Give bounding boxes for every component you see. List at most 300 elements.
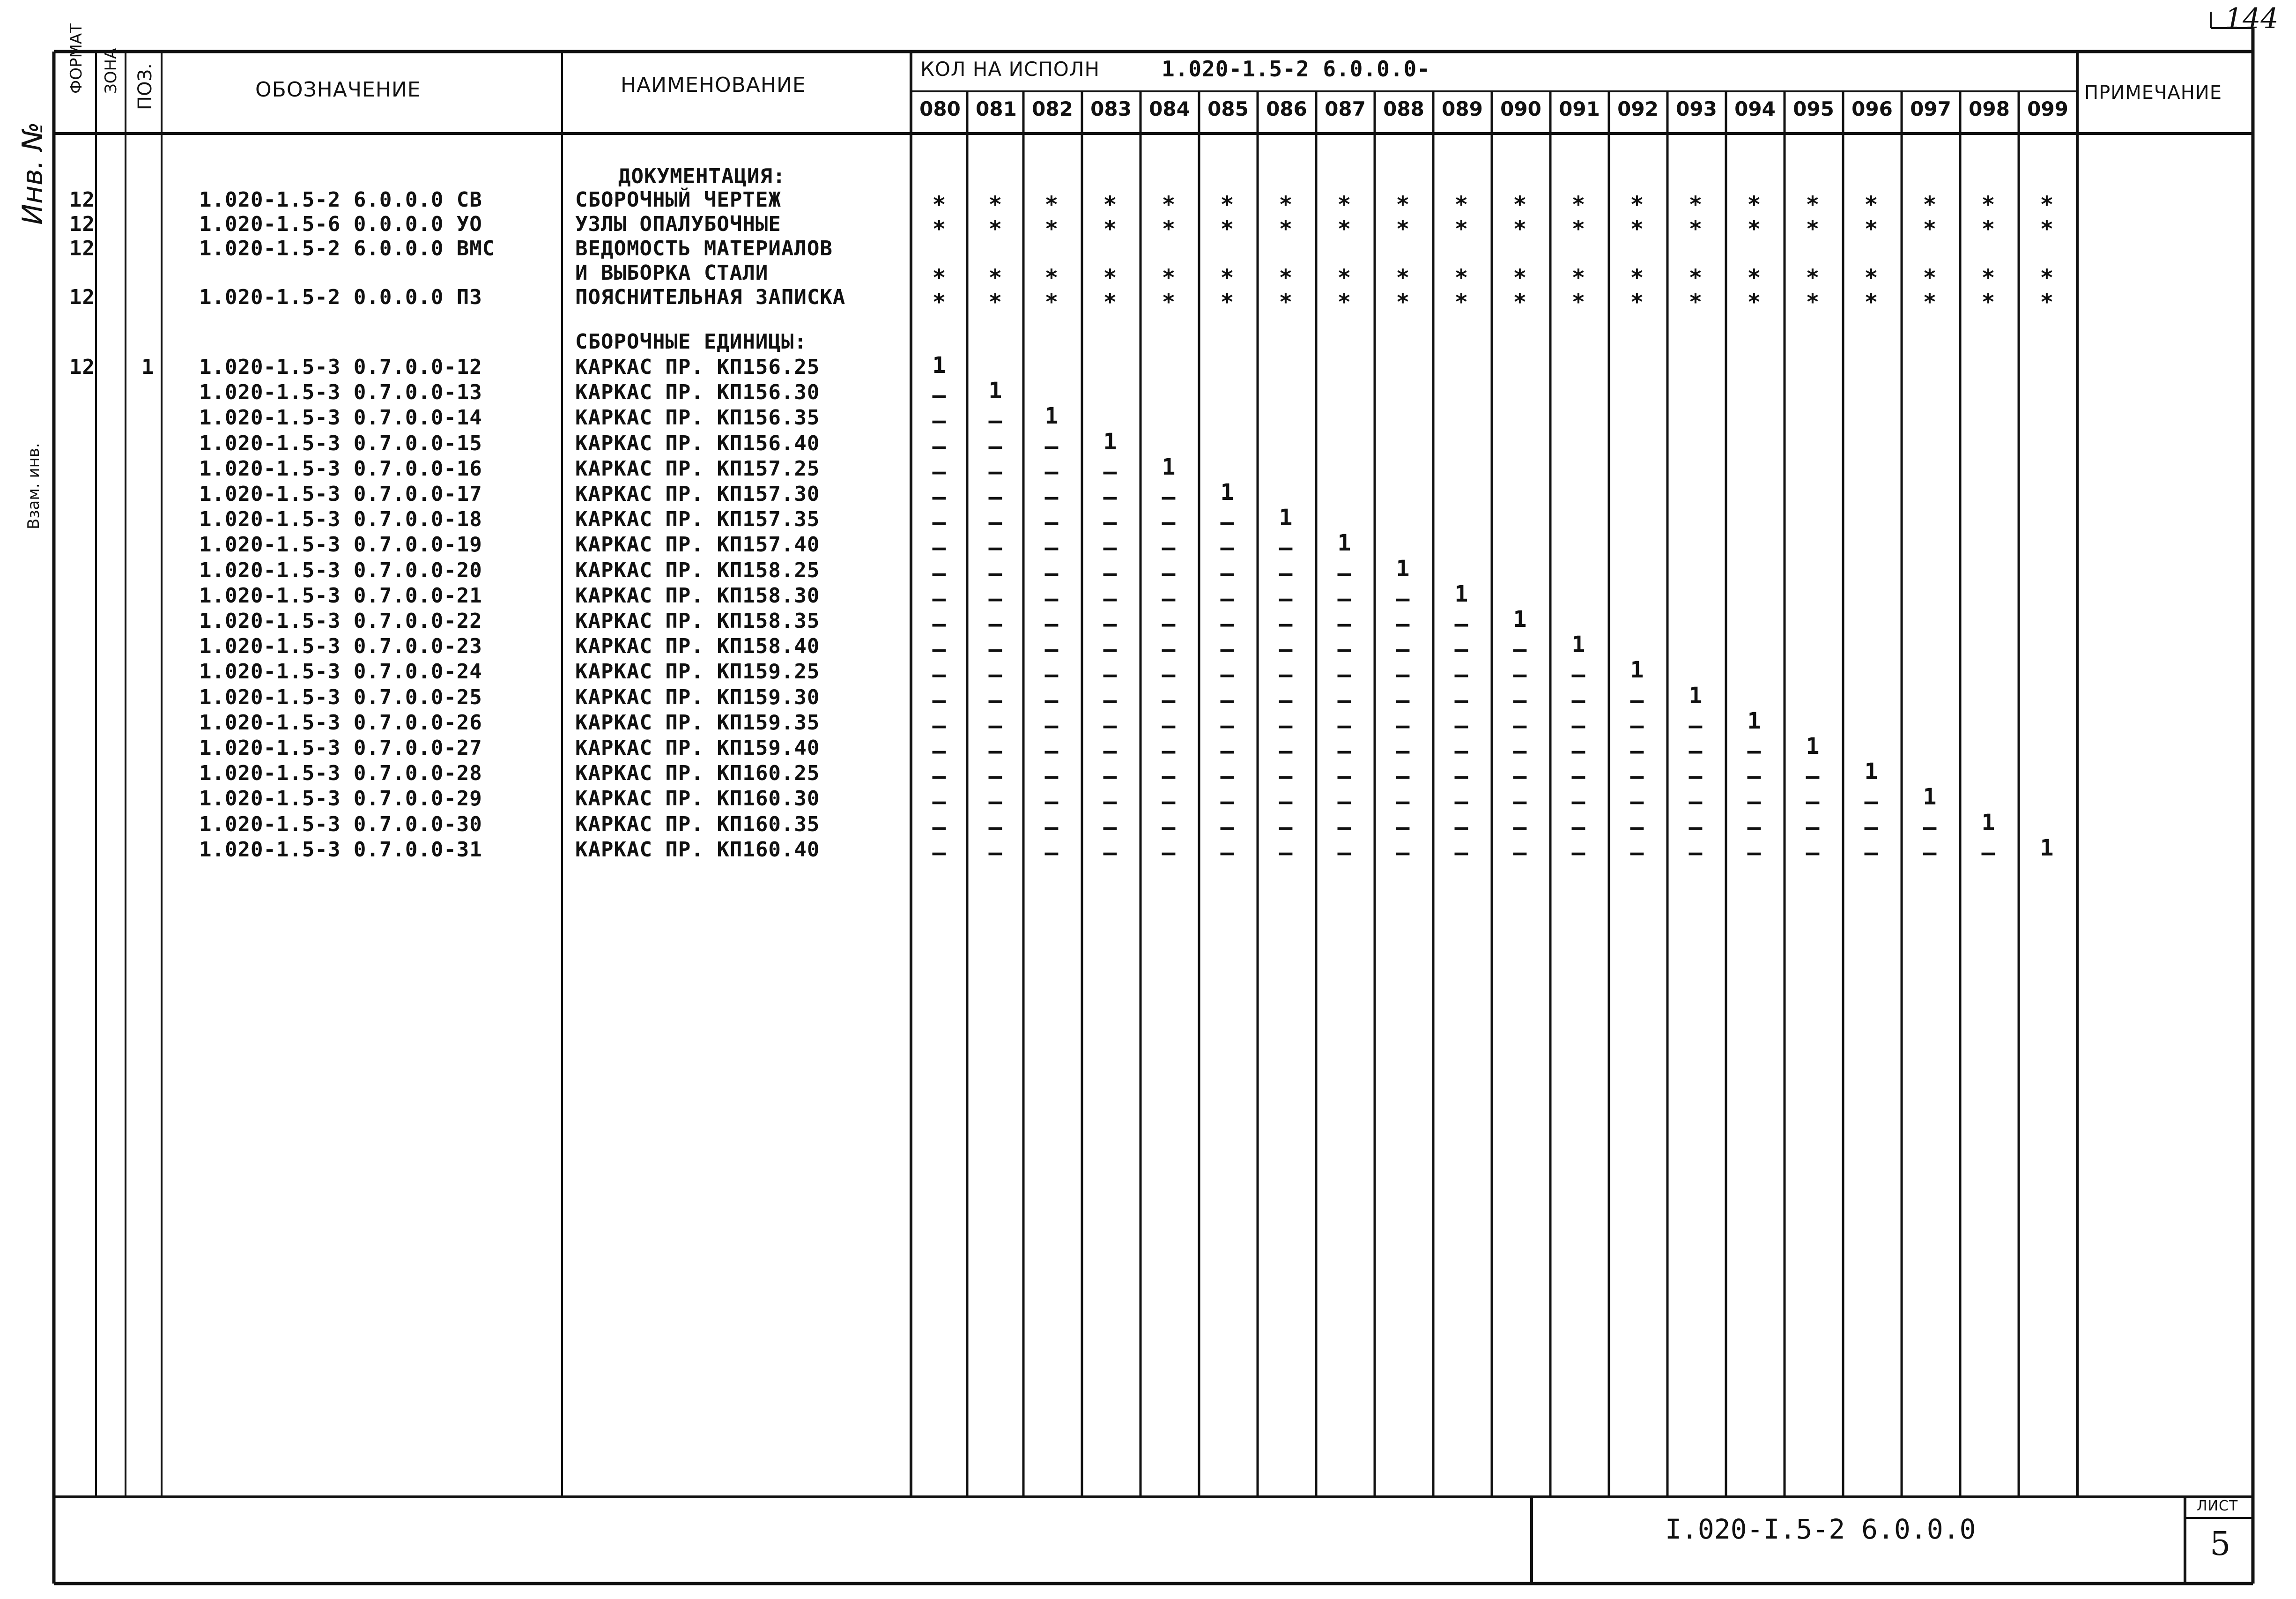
assembly-qty-one: 1: [1044, 403, 1059, 430]
doc-designation: 1.020-1.5-2 0.0.0.0 ПЗ: [199, 285, 482, 309]
assembly-qty-dash: —: [1162, 687, 1176, 714]
assemblies-first-format: 12: [69, 355, 95, 379]
doc-mark: *: [1454, 216, 1468, 242]
version-column-header: 086: [1266, 97, 1307, 120]
assembly-qty-dash: —: [932, 839, 946, 866]
assembly-qty-dash: —: [1162, 763, 1176, 790]
doc-mark: *: [1747, 265, 1761, 291]
assembly-designation: 1.020-1.5-3 0.7.0.0-20: [199, 558, 482, 582]
assembly-qty-dash: —: [1337, 636, 1351, 663]
doc-mark: *: [1044, 192, 1059, 218]
assembly-name: КАРКАС ПР. КП160.40: [575, 837, 820, 862]
assembly-designation: 1.020-1.5-3 0.7.0.0-19: [199, 533, 482, 557]
assembly-qty-dash: —: [1044, 636, 1059, 663]
assembly-qty-dash: —: [1103, 585, 1117, 612]
assembly-name: КАРКАС ПР. КП157.40: [575, 533, 820, 557]
assemblies-title: СБОРОЧНЫЕ ЕДИНИЦЫ:: [575, 330, 807, 354]
assembly-qty-dash: —: [1396, 763, 1410, 790]
assembly-qty-dash: —: [988, 509, 1002, 536]
assembly-qty-dash: —: [1103, 636, 1117, 663]
assembly-designation: 1.020-1.5-3 0.7.0.0-23: [199, 634, 482, 659]
assembly-qty-dash: —: [1923, 814, 1937, 840]
doc-mark: *: [1864, 289, 1878, 315]
assembly-name: КАРКАС ПР. КП156.35: [575, 406, 820, 430]
assembly-qty-dash: —: [1571, 687, 1585, 714]
doc-mark: *: [1162, 289, 1176, 315]
assembly-qty-one: 1: [1396, 555, 1410, 582]
assembly-qty-one: 1: [1689, 682, 1703, 709]
assembly-qty-dash: —: [1279, 585, 1293, 612]
assembly-qty-dash: —: [1571, 814, 1585, 840]
assembly-qty-dash: —: [1044, 662, 1059, 688]
assembly-qty-dash: —: [1103, 535, 1117, 561]
assembly-qty-dash: —: [1279, 535, 1293, 561]
assembly-qty-dash: —: [1337, 611, 1351, 637]
doc-mark: *: [1044, 289, 1059, 315]
assembly-name: КАРКАС ПР. КП158.25: [575, 558, 820, 582]
header-pos: ПОЗ.: [134, 63, 156, 110]
doc-format: 12: [69, 237, 95, 260]
doc-format: 12: [69, 285, 95, 309]
assembly-qty-dash: —: [1806, 763, 1820, 790]
assembly-qty-dash: —: [1864, 814, 1878, 840]
assembly-qty-dash: —: [1162, 611, 1176, 637]
assembly-qty-one: 1: [2040, 834, 2054, 861]
assembly-name: КАРКАС ПР. КП160.35: [575, 812, 820, 836]
stamp-sheet-number: 5: [2210, 1525, 2231, 1563]
assembly-qty-one: 1: [988, 378, 1002, 404]
assembly-qty-dash: —: [1162, 662, 1176, 688]
assembly-qty-dash: —: [988, 636, 1002, 663]
assembly-qty-dash: —: [1630, 687, 1644, 714]
doc-mark: *: [1923, 265, 1937, 291]
assembly-qty-dash: —: [1162, 535, 1176, 561]
assembly-qty-dash: —: [932, 687, 946, 714]
version-column-header: 090: [1500, 97, 1541, 120]
assembly-qty-dash: —: [1103, 839, 1117, 866]
assembly-designation: 1.020-1.5-3 0.7.0.0-21: [199, 583, 482, 608]
assembly-qty-dash: —: [1689, 839, 1703, 866]
assembly-designation: 1.020-1.5-3 0.7.0.0-17: [199, 482, 482, 506]
doc-mark: *: [1630, 289, 1644, 315]
doc-mark: *: [2040, 265, 2054, 291]
assembly-qty-dash: —: [1103, 560, 1117, 587]
header-designation: ОБОЗНАЧЕНИЕ: [255, 78, 421, 102]
doc-mark: *: [1571, 289, 1585, 315]
doc-mark: *: [1981, 216, 1995, 242]
assembly-qty-one: 1: [1103, 428, 1117, 455]
assembly-qty-dash: —: [1454, 839, 1468, 866]
doc-mark: *: [1630, 192, 1644, 218]
doc-mark: *: [1279, 289, 1293, 315]
assembly-qty-one: 1: [1747, 707, 1761, 734]
header-qty-label: КОЛ НА ИСПОЛН: [920, 58, 1100, 81]
assembly-qty-one: 1: [1220, 479, 1234, 506]
header-note: ПРИМЕЧАНИЕ: [2084, 82, 2222, 104]
doc-mark: *: [1571, 265, 1585, 291]
assembly-qty-dash: —: [988, 433, 1002, 460]
assembly-name: КАРКАС ПР. КП159.35: [575, 710, 820, 735]
assembly-qty-dash: —: [1220, 560, 1234, 587]
assembly-qty-dash: —: [1044, 788, 1059, 815]
assembly-qty-dash: —: [1279, 839, 1293, 866]
doc-mark: *: [1279, 192, 1293, 218]
doc-mark: *: [1923, 216, 1937, 242]
assembly-qty-dash: —: [1571, 763, 1585, 790]
assembly-qty-dash: —: [1103, 687, 1117, 714]
assembly-qty-dash: —: [1454, 611, 1468, 637]
assembly-qty-one: 1: [1454, 580, 1468, 607]
assembly-qty-dash: —: [1630, 814, 1644, 840]
assembly-designation: 1.020-1.5-3 0.7.0.0-24: [199, 660, 482, 684]
doc-mark: *: [1864, 216, 1878, 242]
assembly-qty-dash: —: [988, 839, 1002, 866]
assembly-qty-dash: —: [1630, 738, 1644, 764]
assembly-qty-dash: —: [1279, 636, 1293, 663]
version-column-header: 091: [1559, 97, 1600, 120]
doc-name: ВЕДОМОСТЬ МАТЕРИАЛОВ: [575, 237, 833, 260]
assembly-designation: 1.020-1.5-3 0.7.0.0-26: [199, 710, 482, 735]
doc-mark: *: [1044, 265, 1059, 291]
version-column-header: 089: [1442, 97, 1483, 120]
assembly-qty-dash: —: [932, 611, 946, 637]
page-number-handwritten: 144: [2225, 2, 2279, 35]
doc-mark: *: [1279, 265, 1293, 291]
assembly-qty-dash: —: [932, 560, 946, 587]
doc-mark: *: [1689, 265, 1703, 291]
doc-designation: 1.020-1.5-6 0.0.0.0 УО: [199, 212, 482, 236]
assembly-qty-dash: —: [1981, 839, 1995, 866]
assembly-qty-dash: —: [1220, 814, 1234, 840]
assembly-qty-dash: —: [1220, 763, 1234, 790]
assembly-qty-dash: —: [1044, 458, 1059, 485]
doc-mark: *: [1396, 265, 1410, 291]
assembly-qty-dash: —: [1747, 763, 1761, 790]
assembly-qty-dash: —: [1044, 611, 1059, 637]
doc-mark: *: [932, 216, 946, 242]
assembly-name: КАРКАС ПР. КП157.35: [575, 507, 820, 532]
assembly-qty-dash: —: [1103, 738, 1117, 764]
assembly-qty-dash: —: [1162, 484, 1176, 510]
assembly-qty-dash: —: [988, 484, 1002, 510]
assembly-qty-dash: —: [1396, 738, 1410, 764]
doc-mark: *: [1103, 265, 1117, 291]
doc-mark: *: [1337, 265, 1351, 291]
assembly-designation: 1.020-1.5-3 0.7.0.0-30: [199, 812, 482, 836]
assembly-qty-dash: —: [1044, 738, 1059, 764]
version-column-header: 096: [1852, 97, 1893, 120]
doc-mark: *: [1044, 216, 1059, 242]
assembly-qty-dash: —: [1220, 636, 1234, 663]
doc-mark: *: [1162, 192, 1176, 218]
assembly-qty-dash: —: [1513, 636, 1527, 663]
assembly-qty-dash: —: [1279, 788, 1293, 815]
assembly-name: КАРКАС ПР. КП160.25: [575, 761, 820, 786]
doc-mark: *: [1689, 289, 1703, 315]
assembly-name: КАРКАС ПР. КП157.30: [575, 482, 820, 506]
assembly-qty-dash: —: [1689, 712, 1703, 739]
version-column-header: 092: [1617, 97, 1659, 120]
doc-mark: *: [1454, 192, 1468, 218]
assembly-qty-dash: —: [1396, 611, 1410, 637]
assembly-qty-dash: —: [1337, 788, 1351, 815]
assembly-qty-one: 1: [1162, 454, 1176, 480]
assembly-qty-dash: —: [1103, 662, 1117, 688]
assembly-qty-one: 1: [1337, 530, 1351, 557]
assembly-qty-one: 1: [1630, 657, 1644, 684]
assembly-qty-dash: —: [1044, 712, 1059, 739]
doc-mark: *: [988, 192, 1002, 218]
assembly-qty-dash: —: [1396, 636, 1410, 663]
assembly-qty-dash: —: [1806, 788, 1820, 815]
doc-mark: *: [1454, 289, 1468, 315]
assembly-qty-dash: —: [1162, 585, 1176, 612]
assembly-qty-dash: —: [988, 738, 1002, 764]
assembly-designation: 1.020-1.5-3 0.7.0.0-28: [199, 761, 482, 786]
assembly-qty-dash: —: [1220, 611, 1234, 637]
assembly-qty-dash: —: [932, 662, 946, 688]
assembly-qty-dash: —: [1689, 763, 1703, 790]
assembly-qty-dash: —: [1279, 738, 1293, 764]
assembly-qty-dash: —: [1923, 839, 1937, 866]
doc-mark: *: [1864, 265, 1878, 291]
doc-designation: 1.020-1.5-2 6.0.0.0 ВМС: [199, 237, 496, 260]
doc-name: УЗЛЫ ОПАЛУБОЧНЫЕ: [575, 212, 781, 236]
assembly-qty-dash: —: [1454, 788, 1468, 815]
doc-mark: *: [988, 216, 1002, 242]
assembly-qty-dash: —: [932, 382, 946, 409]
assembly-qty-dash: —: [1689, 788, 1703, 815]
assembly-qty-dash: —: [988, 611, 1002, 637]
assembly-qty-dash: —: [988, 712, 1002, 739]
doc-mark: *: [1806, 289, 1820, 315]
doc-mark: *: [1747, 289, 1761, 315]
assembly-qty-dash: —: [1630, 788, 1644, 815]
assembly-qty-dash: —: [932, 814, 946, 840]
assembly-qty-dash: —: [988, 458, 1002, 485]
margin-replacement-text: Взам. инв.: [24, 443, 43, 529]
assembly-qty-dash: —: [988, 560, 1002, 587]
assembly-designation: 1.020-1.5-3 0.7.0.0-27: [199, 736, 482, 760]
assembly-qty-dash: —: [1279, 763, 1293, 790]
assembly-qty-dash: —: [932, 408, 946, 434]
assembly-qty-dash: —: [1337, 687, 1351, 714]
doc-mark: *: [1162, 265, 1176, 291]
doc-mark: *: [1162, 216, 1176, 242]
assembly-qty-dash: —: [1513, 839, 1527, 866]
stamp-sheet-label: ЛИСТ: [2197, 1498, 2238, 1514]
assembly-qty-dash: —: [1044, 484, 1059, 510]
assembly-designation: 1.020-1.5-3 0.7.0.0-29: [199, 787, 482, 811]
assembly-qty-dash: —: [1454, 763, 1468, 790]
assembly-name: КАРКАС ПР. КП159.40: [575, 736, 820, 760]
assembly-qty-dash: —: [1454, 814, 1468, 840]
version-column-header: 099: [2027, 97, 2068, 120]
assembly-qty-dash: —: [1044, 814, 1059, 840]
assembly-designation: 1.020-1.5-3 0.7.0.0-15: [199, 431, 482, 455]
assembly-qty-dash: —: [1630, 712, 1644, 739]
assembly-qty-dash: —: [988, 763, 1002, 790]
doc-mark: *: [2040, 192, 2054, 218]
assembly-qty-dash: —: [1162, 509, 1176, 536]
assembly-qty-dash: —: [1337, 662, 1351, 688]
doc-name: СБОРОЧНЫЙ ЧЕРТЕЖ: [575, 188, 781, 212]
assembly-qty-dash: —: [1103, 763, 1117, 790]
assembly-name: КАРКАС ПР. КП158.40: [575, 634, 820, 659]
assembly-qty-dash: —: [1747, 788, 1761, 815]
assembly-qty-dash: —: [1513, 712, 1527, 739]
doc-mark: *: [1806, 265, 1820, 291]
assembly-qty-dash: —: [932, 433, 946, 460]
assembly-qty-dash: —: [1103, 458, 1117, 485]
assembly-qty-dash: —: [988, 585, 1002, 612]
doc-format: 12: [69, 188, 95, 212]
doc-mark: *: [1806, 216, 1820, 242]
assembly-qty-dash: —: [1337, 763, 1351, 790]
assembly-qty-dash: —: [1162, 560, 1176, 587]
assembly-qty-dash: —: [1513, 687, 1527, 714]
assembly-qty-one: 1: [1571, 632, 1585, 658]
assembly-qty-dash: —: [1689, 738, 1703, 764]
assembly-qty-dash: —: [1279, 814, 1293, 840]
assembly-qty-dash: —: [1162, 738, 1176, 764]
assembly-qty-dash: —: [1279, 712, 1293, 739]
assembly-qty-dash: —: [1279, 560, 1293, 587]
assembly-qty-dash: —: [932, 535, 946, 561]
doc-mark: *: [1923, 192, 1937, 218]
version-column-header: 081: [976, 97, 1017, 120]
doc-format: 12: [69, 212, 95, 236]
doc-mark: *: [1103, 289, 1117, 315]
doc-mark: *: [1337, 289, 1351, 315]
doc-mark: *: [1630, 216, 1644, 242]
doc-mark: *: [1279, 216, 1293, 242]
doc-mark: *: [1981, 192, 1995, 218]
assembly-qty-dash: —: [1396, 814, 1410, 840]
doc-mark: *: [2040, 216, 2054, 242]
assembly-qty-dash: —: [1454, 636, 1468, 663]
header-name: НАИМЕНОВАНИЕ: [621, 73, 806, 97]
assembly-qty-dash: —: [988, 662, 1002, 688]
version-column-header: 080: [919, 97, 961, 120]
assembly-qty-dash: —: [1337, 738, 1351, 764]
assembly-qty-dash: —: [1044, 687, 1059, 714]
assembly-name: КАРКАС ПР. КП157.25: [575, 456, 820, 481]
assembly-qty-dash: —: [1396, 687, 1410, 714]
assembly-qty-dash: —: [1044, 560, 1059, 587]
assembly-qty-dash: —: [1103, 509, 1117, 536]
assembly-name: КАРКАС ПР. КП158.35: [575, 609, 820, 633]
assembly-qty-dash: —: [1220, 662, 1234, 688]
version-column-header: 097: [1910, 97, 1951, 120]
assembly-name: КАРКАС ПР. КП158.30: [575, 583, 820, 608]
assembly-qty-dash: —: [932, 458, 946, 485]
doc-mark: *: [2040, 289, 2054, 315]
assembly-qty-dash: —: [1044, 433, 1059, 460]
header-format: ФОРМАТ: [67, 23, 86, 94]
assembly-qty-dash: —: [1162, 814, 1176, 840]
assembly-designation: 1.020-1.5-3 0.7.0.0-18: [199, 507, 482, 532]
doc-mark: *: [1571, 192, 1585, 218]
assembly-qty-dash: —: [1337, 712, 1351, 739]
assembly-qty-dash: —: [1162, 636, 1176, 663]
assembly-qty-dash: —: [1220, 738, 1234, 764]
assembly-qty-dash: —: [1220, 585, 1234, 612]
assembly-qty-dash: —: [1337, 839, 1351, 866]
assembly-qty-dash: —: [1220, 712, 1234, 739]
assembly-qty-dash: —: [1162, 839, 1176, 866]
assembly-qty-dash: —: [1044, 585, 1059, 612]
assembly-qty-dash: —: [1571, 738, 1585, 764]
assembly-qty-dash: —: [1103, 611, 1117, 637]
assembly-qty-one: 1: [1923, 784, 1937, 811]
assembly-qty-dash: —: [1396, 662, 1410, 688]
assembly-qty-dash: —: [1337, 560, 1351, 587]
doc-mark: *: [1454, 265, 1468, 291]
doc-mark: *: [1513, 216, 1527, 242]
assembly-qty-one: 1: [1513, 606, 1527, 632]
assembly-qty-dash: —: [932, 636, 946, 663]
assembly-qty-dash: —: [932, 788, 946, 815]
assembly-qty-dash: —: [988, 687, 1002, 714]
assembly-qty-dash: —: [932, 509, 946, 536]
assembly-qty-dash: —: [988, 535, 1002, 561]
doc-mark: *: [1806, 192, 1820, 218]
assembly-qty-dash: —: [1454, 662, 1468, 688]
assembly-qty-dash: —: [1162, 712, 1176, 739]
doc-mark: *: [1981, 289, 1995, 315]
version-column-header: 085: [1207, 97, 1249, 120]
header-qty-code: 1.020-1.5-2 6.0.0.0-: [1162, 56, 1430, 82]
assembly-qty-dash: —: [1806, 814, 1820, 840]
version-column-header: 095: [1793, 97, 1834, 120]
assembly-designation: 1.020-1.5-3 0.7.0.0-31: [199, 837, 482, 862]
assembly-qty-dash: —: [1454, 738, 1468, 764]
assembly-qty-dash: —: [1337, 814, 1351, 840]
assembly-name: КАРКАС ПР. КП159.30: [575, 685, 820, 709]
assembly-qty-dash: —: [1103, 814, 1117, 840]
assembly-qty-dash: —: [1103, 712, 1117, 739]
assembly-qty-dash: —: [1454, 687, 1468, 714]
assembly-qty-dash: —: [1571, 712, 1585, 739]
doc-mark: *: [932, 289, 946, 315]
doc-mark: *: [1689, 192, 1703, 218]
doc-designation: 1.020-1.5-2 6.0.0.0 СВ: [199, 188, 482, 212]
assembly-name: КАРКАС ПР. КП156.40: [575, 431, 820, 455]
doc-mark: *: [988, 265, 1002, 291]
assembly-qty-dash: —: [1103, 788, 1117, 815]
assembly-qty-dash: —: [1396, 712, 1410, 739]
assembly-qty-dash: —: [1044, 763, 1059, 790]
assembly-qty-dash: —: [932, 763, 946, 790]
doc-mark: *: [1689, 216, 1703, 242]
version-column-header: 083: [1090, 97, 1132, 120]
doc-mark: *: [1337, 216, 1351, 242]
assembly-qty-dash: —: [1630, 763, 1644, 790]
assembly-name: КАРКАС ПР. КП156.30: [575, 380, 820, 405]
assembly-qty-dash: —: [988, 788, 1002, 815]
doc-mark: *: [1220, 192, 1234, 218]
assembly-designation: 1.020-1.5-3 0.7.0.0-22: [199, 609, 482, 633]
margin-inventory-text: Инв. №: [16, 121, 49, 225]
assembly-qty-dash: —: [932, 712, 946, 739]
assembly-qty-dash: —: [988, 814, 1002, 840]
doc-name: ПОЯСНИТЕЛЬНАЯ ЗАПИСКА: [575, 285, 846, 309]
doc-mark: *: [1981, 265, 1995, 291]
stamp-code: I.020-I.5-2 6.0.0.0: [1665, 1513, 1976, 1545]
version-column-header: 087: [1325, 97, 1366, 120]
assembly-qty-dash: —: [1162, 788, 1176, 815]
